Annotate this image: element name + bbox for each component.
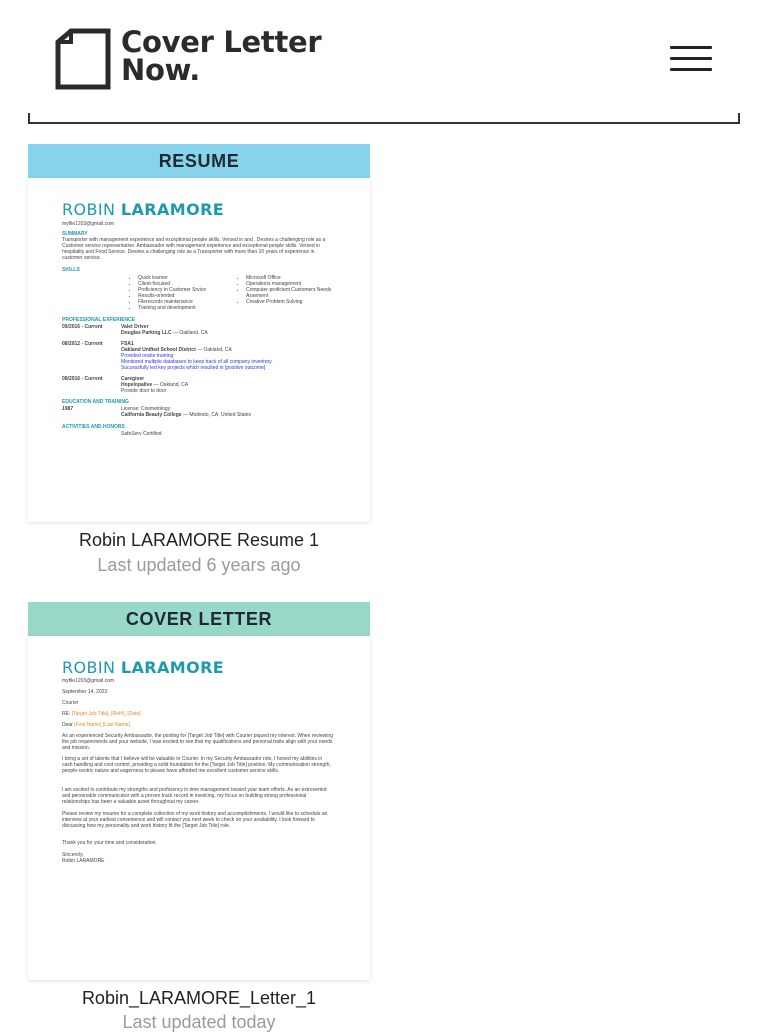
resume-experience-heading: PROFESSIONAL EXPERIENCE <box>62 317 135 323</box>
resume-summary: Transporter with management experience and exceptional people skills. Versed in and . Desires a challenging role as a Customer service representative. Ambassador with management experience and exceptional people skills. Versed in hospitality and Food Service. Desires a challenging role as a Transporter with more than 10 years of experience in customer service. <box>62 237 326 261</box>
job-1-date: 09/2016 - Current <box>62 324 103 330</box>
cover-letter-title[interactable]: Robin_LARAMORE_Letter_1 <box>81 988 317 1008</box>
letter-paragraph-2: I bring a set of talents that I believe will be valuable to Courier. In my Security Ambassador role, I honed my abilities in cash handling and cost control, providing a solid foundation for the [Target Job Title] position. My communication strength, people-centric nature and eagerness to please have afforded me excellent customer service skills. <box>62 756 331 774</box>
letter-name: ROBIN LARAMORE <box>62 658 225 677</box>
site-header <box>0 0 768 125</box>
resume-skills-right: • Microsoft Office • Operations management • Computer-proficient Customers Needs Assement • Creative Problem Solving <box>238 275 334 305</box>
education-license: License: Cosmetology <box>121 406 171 412</box>
logo-line-2: Now. <box>121 53 200 87</box>
education-year: 1987 <box>62 406 74 412</box>
job-2-company: Oakland Unified School District — Oakland, CA <box>121 347 232 353</box>
letter-paragraph-4: Please review my resume for a complete collection of my work history and accomplishments. I would like to schedule an interview at your earliest convenience and will contact you next week to check on your availability. I look forward to discussing how my personality and work history fit the [Target Job Title] role. <box>62 811 328 829</box>
header-divider <box>28 113 740 124</box>
resume-summary-heading: SUMMARY <box>62 231 88 237</box>
job-2-details: Provided onsite training Monitored multiple databases to keep track of all company inventory. Successfully led key projects which resulted in [positive outcome] <box>121 353 273 371</box>
resume-activities: SafeServ Certified <box>121 431 162 437</box>
job-3-date: 08/2016 - Current <box>62 376 103 382</box>
job-2-title: FSA1 <box>121 341 134 347</box>
job-3-company: Hopelopalive — Oakland, CA <box>121 382 189 388</box>
letter-closing: Sincerely, <box>62 852 84 858</box>
cover-letter-banner: COVER LETTER <box>28 602 370 636</box>
logo-wordmark <box>121 25 322 87</box>
job-3-title: Caregiver <box>121 376 145 382</box>
cover-letter-updated: Last updated today <box>122 1012 276 1032</box>
education-school: California Beauty College — Modesto, CA, United States <box>121 412 252 418</box>
resume-activities-heading: ACTIVITIES AND HONORS <box>62 424 125 430</box>
resume-name: ROBIN LARAMORE <box>62 200 225 219</box>
job-1-title: Valet Driver <box>121 324 149 330</box>
job-1-company: Douglas Parking LLC — Oakland, CA <box>121 330 208 336</box>
resume-banner: RESUME <box>28 144 370 178</box>
hamburger-menu-icon[interactable] <box>670 46 712 72</box>
letter-paragraph-3: I am excited to contribute my strengths and proficiency in time management toward your team efforts. As an extroverted and personable communicator with a proven track record in invoicing, my focus on building strong professional relationships has been a valuable asset throughout my career. <box>62 787 327 805</box>
job-2-date: 08/2012 - Current <box>62 341 103 347</box>
resume-preview[interactable] <box>28 178 370 522</box>
resume-skills-left: • Quick learner • Client-focused • Proficiency in Customer Srvice • Results-oriented • Filerecords maintenance • Training and development <box>130 275 230 311</box>
letter-paragraph-1: As an experienced Security Ambassador, the posting for [Target Job Title] with Courier piqued my interest. When reviewing the job requirements and your website, I was excited to see that my qualifications and personal traits align with your needs and mission. <box>62 733 333 751</box>
letter-date: September 14, 2023 <box>62 689 108 695</box>
logo-line-1: Cover Letter <box>121 25 322 59</box>
resume-title[interactable]: Robin LARAMORE Resume 1 <box>78 530 320 550</box>
letter-salutation: Dear [First Name] [Last Name], <box>62 722 132 728</box>
resume-email: myfile1203@gmail.com <box>62 221 115 227</box>
job-3-details: Provide door to door <box>121 388 167 394</box>
document-logo-icon <box>55 28 111 90</box>
site-logo[interactable] <box>55 25 322 90</box>
letter-re: RE: [Target Job Title], [Ref#], [Date] <box>62 711 141 717</box>
resume-updated: Last updated 6 years ago <box>97 555 301 575</box>
resume-education-heading: EDUCATION AND TRAINING <box>62 399 129 405</box>
letter-email: myfile1203@gmail.com <box>62 678 115 684</box>
resume-skills-heading: SKILLS <box>62 267 80 273</box>
letter-thanks: Thank you for your time and consideration. <box>62 840 157 846</box>
letter-signature: Robin LARAMORE <box>62 858 105 864</box>
letter-company: Courier <box>62 700 79 706</box>
cover-letter-card[interactable] <box>28 602 370 980</box>
cover-letter-preview[interactable] <box>28 636 370 980</box>
resume-card[interactable] <box>28 144 370 522</box>
